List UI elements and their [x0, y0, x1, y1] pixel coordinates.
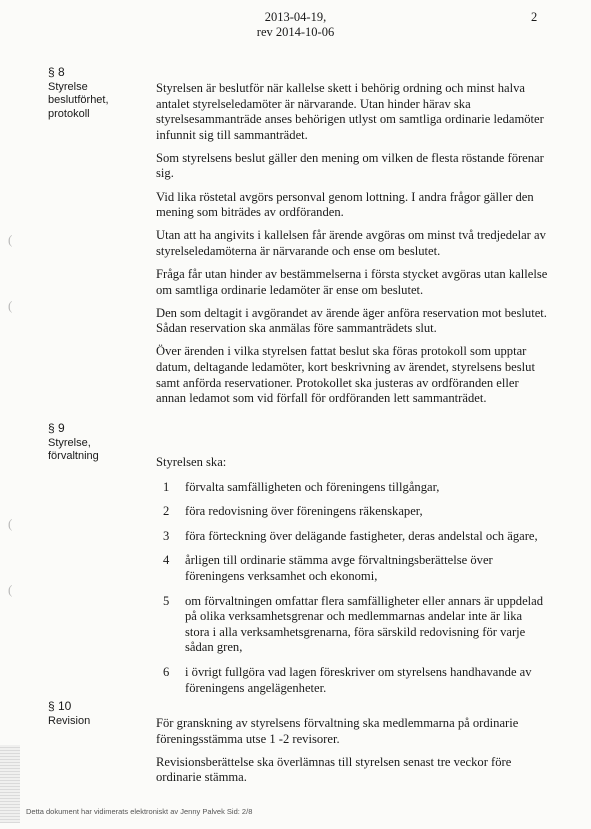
punch-hole-mark: ( — [8, 298, 13, 313]
section-8-paragraph: Som styrelsens beslut gäller den mening om vilken de flesta röstande förenar sig. — [156, 150, 544, 181]
section-8-paragraph: Den som deltagit i avgörandet av ärende äger anföra reservation mot beslutet. Sådan reservation ska anmälas före sammanträdets slut. — [156, 305, 547, 336]
list-item-number: 5 — [163, 593, 170, 608]
list-item-number: 6 — [163, 664, 170, 679]
list-item-text: förvalta samfälligheten och föreningens tillgångar, — [185, 479, 440, 494]
scan-edge-artifact — [0, 745, 20, 823]
section-10-title-line: Revision — [48, 714, 91, 727]
list-item-text: föra förteckning över delägande fastigheter, deras andelstal och ägare, — [185, 528, 538, 543]
section-8-paragraph: Utan att ha angivits i kallelsen får ärende avgöras om minst två tredjedelar av styrelseledamöterna är närvarande och ense om beslutet. — [156, 228, 546, 258]
section-9-title-line: Styrelse, — [48, 436, 91, 449]
duties-list — [156, 480, 548, 697]
section-9-heading — [48, 422, 143, 464]
list-item-text: föra redovisning över föreningens räkenskaper, — [185, 504, 423, 519]
section-8-number: § 8 — [48, 65, 65, 79]
list-item-number: 1 — [163, 479, 170, 494]
list-item-number: 4 — [163, 553, 170, 568]
section-10-paragraph: Revisionsberättelse ska överlämnas till styrelsen senast tre veckor före ordinarie stämma. — [156, 754, 512, 785]
header-revision: rev 2014-10-06 — [256, 25, 335, 39]
punch-hole-mark: ( — [8, 516, 13, 531]
list-item-text: om förvaltningen omfattar flera samfälligheter eller annars är uppdelad på olika verksamhetsgrenar och medlemmarnas andelar inte är lika stora i alla verksamhetsgrenarna, föra särskild redovisning för varje sådan gren, — [185, 593, 544, 655]
section-8-heading — [48, 66, 143, 121]
section-8-title-line: beslutförhet, — [48, 94, 109, 106]
list-item — [156, 529, 548, 545]
list-item-number: 3 — [163, 528, 170, 543]
section-9-title-line: förvaltning — [48, 450, 99, 462]
list-item — [156, 480, 548, 496]
section-8-title-line: protokoll — [48, 107, 90, 120]
list-item — [156, 594, 548, 656]
list-item — [156, 504, 548, 520]
section-10-heading — [48, 700, 143, 728]
list-item-text: årligen till ordinarie stämma avge förvaltningsberättelse över föreningens verksamhet och ekonomi, — [185, 553, 493, 583]
header-date: 2013-04-19, — [264, 10, 327, 24]
page-header — [0, 10, 591, 40]
section-8-paragraph: Styrelsen är beslutför när kallelse skett i behörig ordning och minst halva antalet styrelseledamöter är närvarande. Utan hinder härav ska styrelsesammanträde anses behörigen utlyst om samtliga ordinarie ledamöter infunnit sig till sammanträdet. — [156, 81, 544, 142]
section-8-body — [156, 81, 548, 414]
section-10-paragraph: För granskning av styrelsens förvaltning ska medlemmarna på ordinarie föreningsstämma utse 1 -2 revisorer. — [156, 716, 519, 746]
section-10-number: § 10 — [48, 699, 72, 713]
section-8-paragraph: Fråga får utan hinder av bestämmelserna i första stycket avgöras utan kallelse om samtliga ordinarie ledamöter är ense om beslutet. — [156, 266, 548, 297]
page-number: 2 — [531, 10, 538, 24]
section-9-body — [156, 455, 548, 705]
page-footer: Detta dokument har vidimerats elektroniskt av Jenny Palvek Sid: 2/8 — [26, 807, 253, 816]
list-item-text: i övrigt fullgöra vad lagen föreskriver om styrelsens handhavande av föreningens angelägenheter. — [185, 664, 532, 695]
section-8-paragraph: Vid lika röstetal avgörs personval genom lottning. I andra frågor gäller den mening som biträdes av ordföranden. — [156, 189, 534, 220]
section-9-intro: Styrelsen ska: — [156, 455, 227, 469]
section-8-paragraph: Över ärenden i vilka styrelsen fattat beslut ska föras protokoll som upptar datum, deltagande ledamöter, kort beskrivning av ärendet, styrelsens beslut samt anförda reservationer. Protokollet ska justeras av ordföranden eller annan ledamot som vid förfall för ordföranden lett sammanträdet. — [156, 344, 535, 406]
list-item — [156, 665, 548, 696]
punch-hole-mark: ( — [8, 582, 13, 597]
section-8-title-line: Styrelse — [48, 80, 88, 93]
list-item — [156, 553, 548, 584]
punch-hole-mark: ( — [8, 232, 13, 247]
section-9-number: § 9 — [48, 421, 65, 435]
list-item-number: 2 — [163, 504, 170, 519]
section-10-body — [156, 716, 548, 793]
